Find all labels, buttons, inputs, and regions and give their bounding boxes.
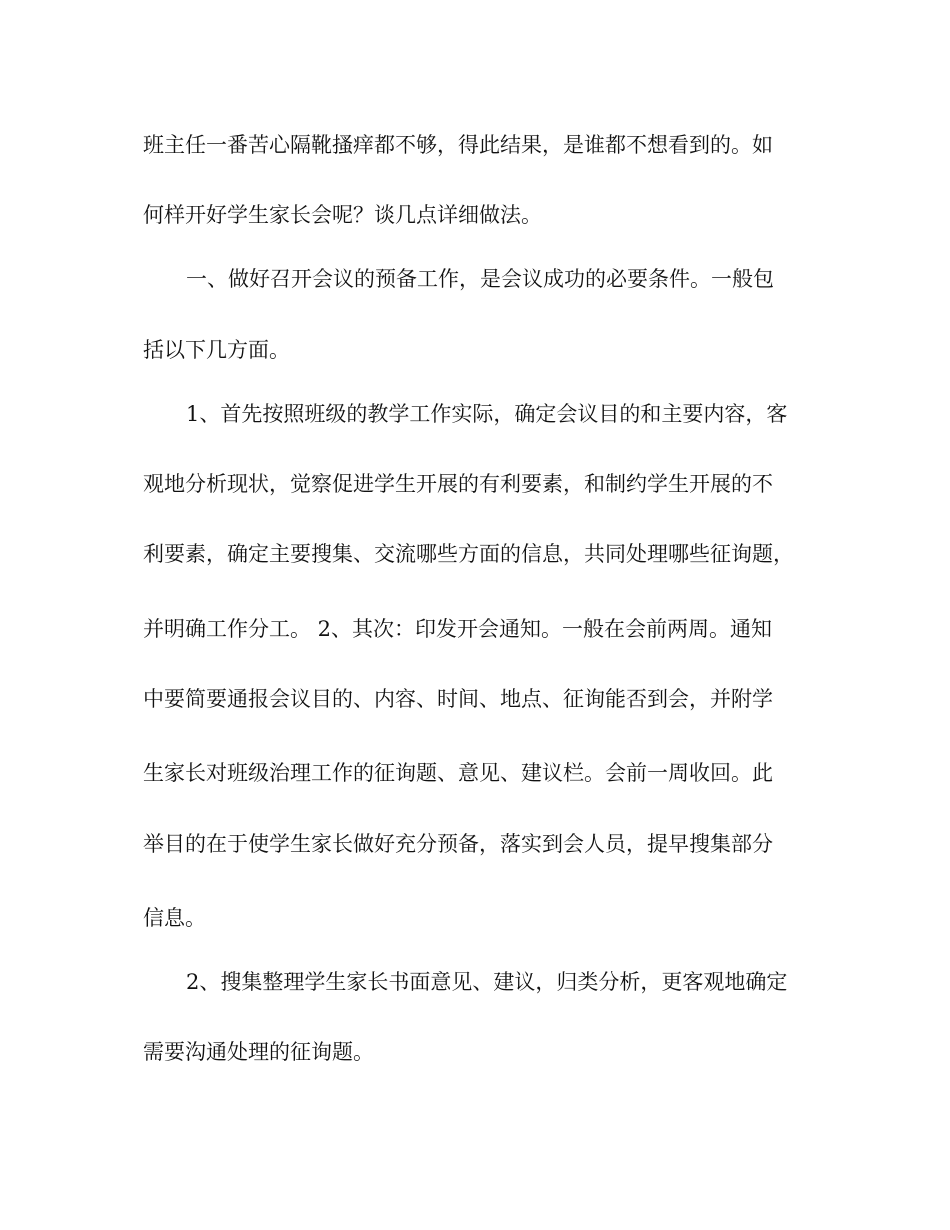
text-line: 利要素，确定主要搜集、交流哪些方面的信息，共同处理哪些征询题， — [143, 542, 794, 566]
text-line: 举目的在于使学生家长做好充分预备，落实到会人员，提早搜集部分 — [143, 832, 773, 856]
text-line: 需要沟通处理的征询题。 — [143, 1040, 374, 1064]
text-line: 一、做好召开会议的预备工作，是会议成功的必要条件。一般包 — [186, 267, 774, 291]
text-line: 班主任一番苦心隔靴搔痒都不够，得此结果，是谁都不想看到的。如 — [143, 133, 773, 157]
text-line: 何样开好学生家长会呢？谈几点详细做法。 — [143, 203, 542, 227]
text-line: 1、首先按照班级的教学工作实际，确定会议目的和主要内容，客 — [186, 402, 788, 426]
text-line: 括以下几方面。 — [143, 338, 290, 362]
text-line: 2、搜集整理学生家长书面意见、建议，归类分析，更客观地确定 — [186, 970, 788, 994]
text-line: 信息。 — [143, 906, 206, 930]
text-line: 并明确工作分工。 2、其次：印发开会通知。一般在会前两周。通知 — [143, 617, 773, 641]
text-line: 生家长对班级治理工作的征询题、意见、建议栏。会前一周收回。此 — [143, 761, 773, 785]
text-line: 观地分析现状，觉察促进学生开展的有利要素，和制约学生开展的不 — [143, 472, 773, 496]
text-line: 中要简要通报会议目的、内容、时间、地点、征询能否到会，并附学 — [143, 687, 773, 711]
